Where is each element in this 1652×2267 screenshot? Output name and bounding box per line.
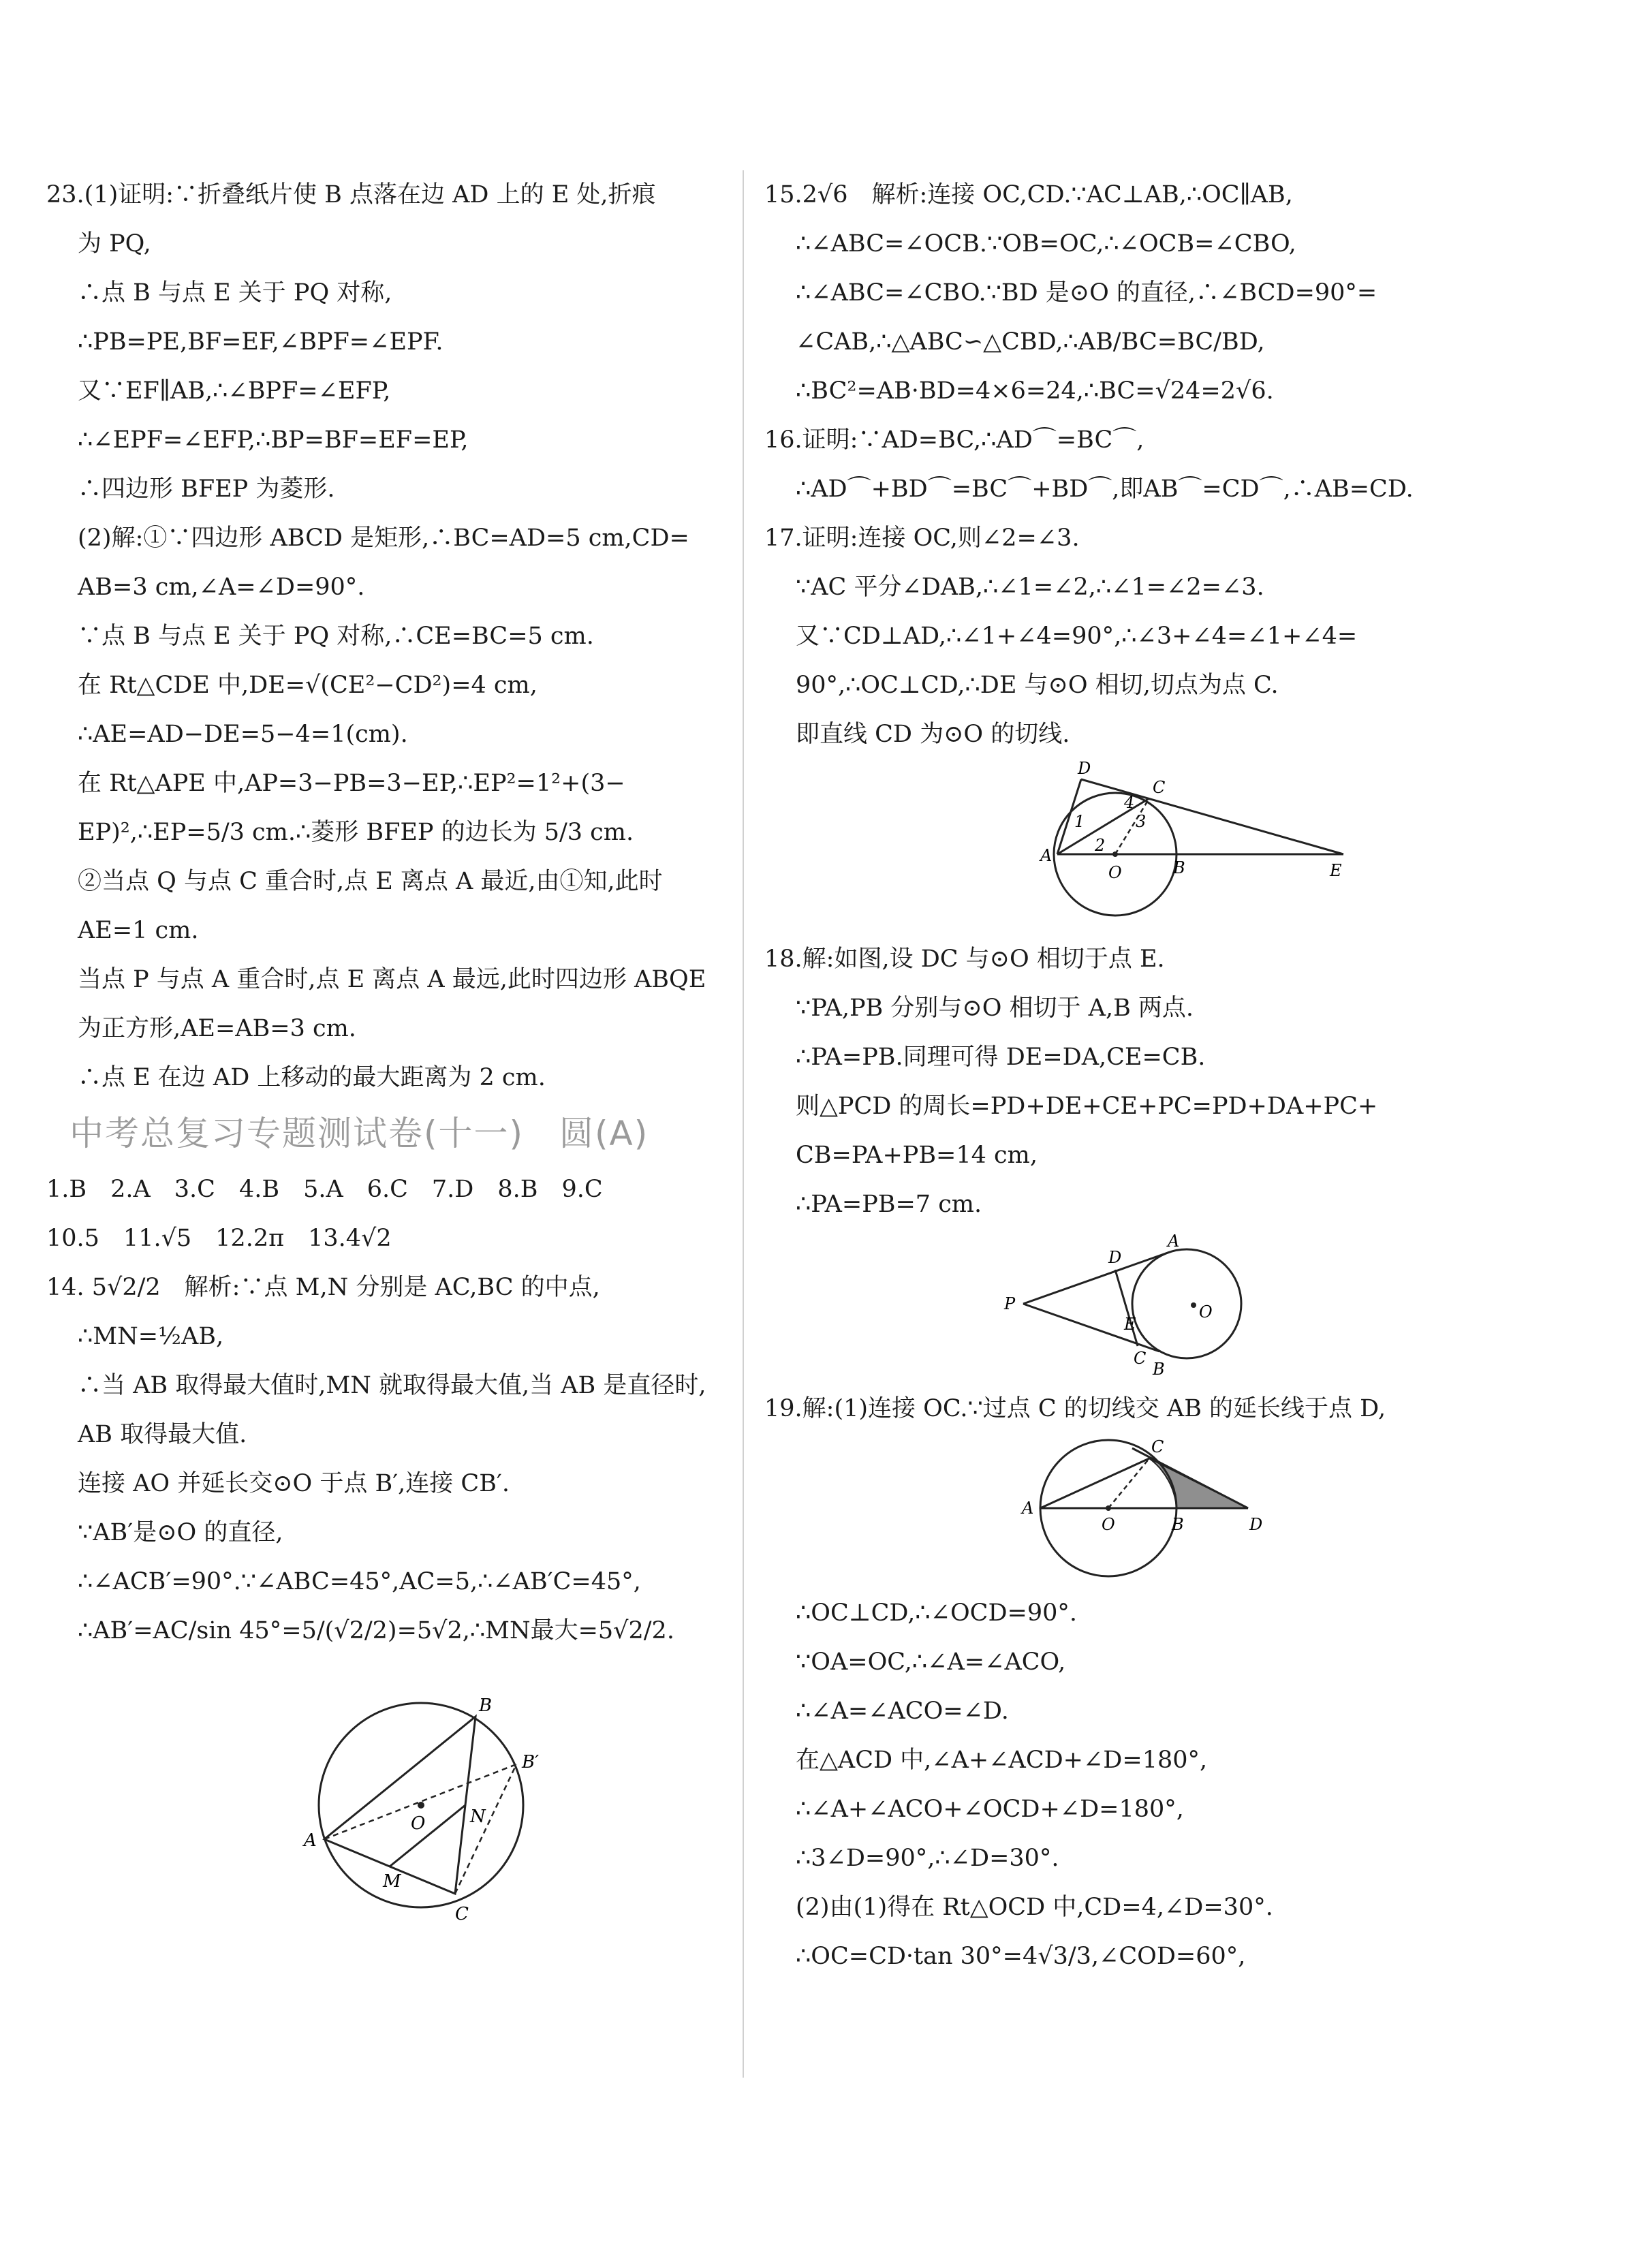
label-B: B: [1153, 1360, 1165, 1379]
left-column: [46, 170, 728, 1935]
text-line: AB=3 cm,∠A=∠D=90°.: [78, 574, 365, 601]
text-line: EP)²,∴EP=5/3 cm.∴菱形 BFEP 的边长为 5/3 cm.: [78, 819, 634, 846]
figure-18-tangents: [989, 1229, 1289, 1379]
label-M: M: [383, 1871, 401, 1892]
text-line: ∴∠ABC=∠OCB.∵OB=OC,∴∠OCB=∠CBO,: [796, 230, 1296, 257]
section-title: 中考总复习专题测试卷(十一) 圆(A): [69, 1114, 649, 1153]
text-line: 16.证明:∵AD=BC,∴AD⌒=BC⌒,: [764, 426, 1144, 454]
label-O: O: [411, 1813, 426, 1834]
answer-line: 1.B 2.A 3.C 4.B 5.A 6.C 7.D 8.B 9.C: [46, 1176, 603, 1203]
text-line: ∴3∠D=90°,∴∠D=30°.: [796, 1845, 1059, 1872]
label-E: E: [1124, 1315, 1136, 1334]
text-line: 又∵CD⊥AD,∴∠1+∠4=90°,∴∠3+∠4=∠1+∠4=: [796, 623, 1358, 650]
text-line: ∴BC²=AB·BD=4×6=24,∴BC=√24=2√6.: [796, 377, 1274, 405]
text-line: ∴PA=PB=7 cm.: [796, 1191, 982, 1218]
column-divider: [743, 170, 744, 2078]
text-line: ∠CAB,∴△ABC∽△CBD,∴AB/BC=BC/BD,: [796, 328, 1265, 356]
text-line: 连接 AO 并延长交⊙O 于点 B′,连接 CB′.: [78, 1470, 510, 1497]
text-line: CB=PA+PB=14 cm,: [796, 1142, 1038, 1169]
angle-3: 3: [1136, 812, 1147, 831]
label-E: E: [1330, 861, 1342, 880]
label-C: C: [1153, 778, 1166, 797]
figure-17-tangent: [982, 759, 1364, 929]
text-line: ∵点 B 与点 E 关于 PQ 对称,∴CE=BC=5 cm.: [78, 623, 594, 650]
figure-14-circle: [217, 1676, 693, 1935]
text-line: 在 Rt△CDE 中,DE=√(CE²−CD²)=4 cm,: [78, 672, 537, 699]
text-line: ∵OA=OC,∴∠A=∠ACO,: [796, 1648, 1066, 1676]
text-line: ∴∠A=∠ACO=∠D.: [796, 1698, 1009, 1725]
text-line: (2)由(1)得在 Rt△OCD 中,CD=4,∠D=30°.: [796, 1894, 1273, 1921]
label-D: D: [1249, 1515, 1263, 1534]
label-C: C: [1151, 1437, 1164, 1456]
text-line: ∴当 AB 取得最大值时,MN 就取得最大值,当 AB 是直径时,: [78, 1372, 706, 1399]
text-line: ∴∠A+∠ACO+∠OCD+∠D=180°,: [796, 1796, 1184, 1823]
label-C: C: [1134, 1349, 1147, 1368]
text-line: ∴∠ACB′=90°.∵∠ABC=45°,AC=5,∴∠AB′C=45°,: [78, 1568, 641, 1595]
text-line: ∴点 E 在边 AD 上移动的最大距离为 2 cm.: [78, 1064, 546, 1091]
label-A: A: [304, 1830, 317, 1851]
text-line: 90°,∴OC⊥CD,∴DE 与⊙O 相切,切点为点 C.: [796, 672, 1279, 699]
label-O: O: [1199, 1302, 1213, 1322]
text-line: 23.(1)证明:∵折叠纸片使 B 点落在边 AD 上的 E 处,折痕: [46, 181, 656, 208]
text-line: ∴PA=PB.同理可得 DE=DA,CE=CB.: [796, 1044, 1206, 1071]
text-line: 19.解:(1)连接 OC.∵过点 C 的切线交 AB 的延长线于点 D,: [764, 1395, 1386, 1422]
text-line: 15.2√6 解析:连接 OC,CD.∵AC⊥AB,∴OC∥AB,: [764, 181, 1293, 208]
label-D: D: [1108, 1248, 1122, 1267]
text-line: 即直线 CD 为⊙O 的切线.: [796, 721, 1070, 748]
text-line: 14. 5√2/2 解析:∵点 M,N 分别是 AC,BC 的中点,: [46, 1274, 600, 1301]
right-column: [764, 170, 1452, 1981]
text-line: ∴AB′=AC/sin 45°=5/(√2/2)=5√2,∴MN最大=5√2/2.: [78, 1617, 674, 1644]
label-B: B: [479, 1695, 493, 1716]
text-line: ∵AB′是⊙O 的直径,: [78, 1519, 283, 1546]
label-O: O: [1108, 863, 1122, 882]
text-line: 17.证明:连接 OC,则∠2=∠3.: [764, 525, 1080, 552]
label-A: A: [1168, 1232, 1180, 1251]
label-B: B: [1173, 858, 1185, 877]
answer-line: 10.5 11.√5 12.2π 13.4√2: [46, 1225, 392, 1252]
text-line: ∴PB=PE,BF=EF,∠BPF=∠EPF.: [78, 328, 443, 356]
text-line: AB 取得最大值.: [78, 1421, 247, 1448]
label-C: C: [455, 1904, 469, 1924]
label-B-prime: B′: [522, 1752, 540, 1772]
text-line: ∴点 B 与点 E 关于 PQ 对称,: [78, 279, 392, 307]
label-A: A: [1022, 1499, 1034, 1518]
text-line: 又∵EF∥AB,∴∠BPF=∠EFP,: [78, 377, 391, 405]
text-line: 为 PQ,: [78, 230, 151, 257]
label-P: P: [1004, 1294, 1016, 1313]
text-line: ∴∠EPF=∠EFP,∴BP=BF=EF=EP,: [78, 426, 469, 454]
text-line: ∴AE=AD−DE=5−4=1(cm).: [78, 721, 408, 748]
label-N: N: [470, 1807, 486, 1827]
text-line: ∴MN=½AB,: [78, 1323, 224, 1350]
label-D: D: [1078, 759, 1091, 778]
text-line: 为正方形,AE=AB=3 cm.: [78, 1015, 356, 1042]
text-line: ∵PA,PB 分别与⊙O 相切于 A,B 两点.: [796, 995, 1194, 1022]
text-line: (2)解:①∵四边形 ABCD 是矩形,∴BC=AD=5 cm,CD=: [78, 525, 689, 552]
label-O: O: [1102, 1515, 1115, 1534]
text-line: ∴∠ABC=∠CBO.∵BD 是⊙O 的直径,∴∠BCD=90°=: [796, 279, 1377, 307]
label-B: B: [1172, 1515, 1184, 1534]
text-line: 则△PCD 的周长=PD+DE+CE+PC=PD+DA+PC+: [796, 1093, 1378, 1120]
figure-19-tangent-shaded: [989, 1433, 1303, 1583]
text-line: ②当点 Q 与点 C 重合时,点 E 离点 A 最近,由①知,此时: [78, 868, 663, 895]
angle-2: 2: [1095, 836, 1106, 855]
text-line: ∴AD⌒+BD⌒=BC⌒+BD⌒,即AB⌒=CD⌒,∴AB=CD.: [796, 475, 1414, 503]
text-line: AE=1 cm.: [78, 917, 199, 944]
text-line: 在 Rt△APE 中,AP=3−PB=3−EP,∴EP²=1²+(3−: [78, 770, 625, 797]
text-line: 当点 P 与点 A 重合时,点 E 离点 A 最远,此时四边形 ABQE: [78, 966, 706, 993]
text-line: 在△ACD 中,∠A+∠ACD+∠D=180°,: [796, 1747, 1208, 1774]
text-line: ∵AC 平分∠DAB,∴∠1=∠2,∴∠1=∠2=∠3.: [796, 574, 1264, 601]
text-line: ∴OC=CD·tan 30°=4√3/3,∠COD=60°,: [796, 1943, 1246, 1970]
angle-4: 4: [1124, 793, 1135, 812]
text-line: ∴OC⊥CD,∴∠OCD=90°.: [796, 1599, 1077, 1627]
angle-1: 1: [1074, 812, 1085, 831]
text-line: 18.解:如图,设 DC 与⊙O 相切于点 E.: [764, 945, 1165, 973]
label-A: A: [1040, 846, 1053, 865]
text-line: ∴四边形 BFEP 为菱形.: [78, 475, 335, 503]
